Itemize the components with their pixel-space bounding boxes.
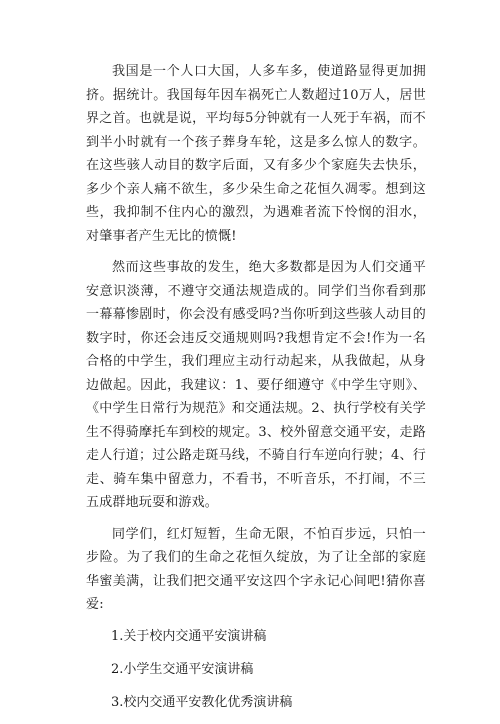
list-item[interactable]: 1.关于校内交通平安演讲稿	[111, 628, 267, 644]
paragraph-closing: 同学们，红灯短暂，生命无限，不怕百步远，只怕一步险。为了我们的生命之花恒久绽放，为了让全部的家庭华蜜美满，让我们把交通平安这四个字永记心间吧!猜你喜爱:	[86, 526, 426, 612]
list-item[interactable]: 2.小学生交通平安演讲稿	[111, 661, 254, 677]
paragraph-causes-and-suggestions: 然而这些事故的发生，绝大多数都是因为人们交通平安意识淡薄，不遵守交通法规造成的。同学们当你看到那一幕幕惨剧时，你会没有感受吗?当你听到这些骇人动目的数字时，你还会违反交通规则吗?我想肯定不会!作为一名合格的中学生，我们理应主动行动起来，从我做起，从身边做起。因此，我建议：1、要仔细遵守《中学生守则》、《中学生日常行为规范》和交通法规。2、执行学校有关学生不得骑摩托车到校的规定。3、校外留意交通平安，走路走人行道；过公路走斑马线，不骑自行车逆向行驶；4、行走、骑车集中留意力，不看书，不听音乐，不打闹，不三五成群地玩耍和游戏。	[86, 260, 426, 510]
related-articles-list	[86, 625, 426, 714]
paragraph-statistics: 我国是一个人口大国，人多车多，使道路显得更加拥挤。据统计。我国每年因车祸死亡人数超过10万人，居世界之首。也就是说，平均每5分钟就有一人死于车祸，而不到半小时就有一个孩子葬身车轮，这是多么惊人的数字。在这些骇人动目的数字后面，又有多少个家庭失去快乐，多少个亲人痛不欲生，多少朵生命之花恒久凋零。想到这些，我抑制不住内心的激烈，为遇难者流下怜悯的泪水，对肇事者产生无比的愤慨!	[86, 64, 426, 244]
list-item[interactable]: 3.校内交通平安教化优秀演讲稿	[111, 694, 293, 710]
document-body	[86, 60, 426, 724]
